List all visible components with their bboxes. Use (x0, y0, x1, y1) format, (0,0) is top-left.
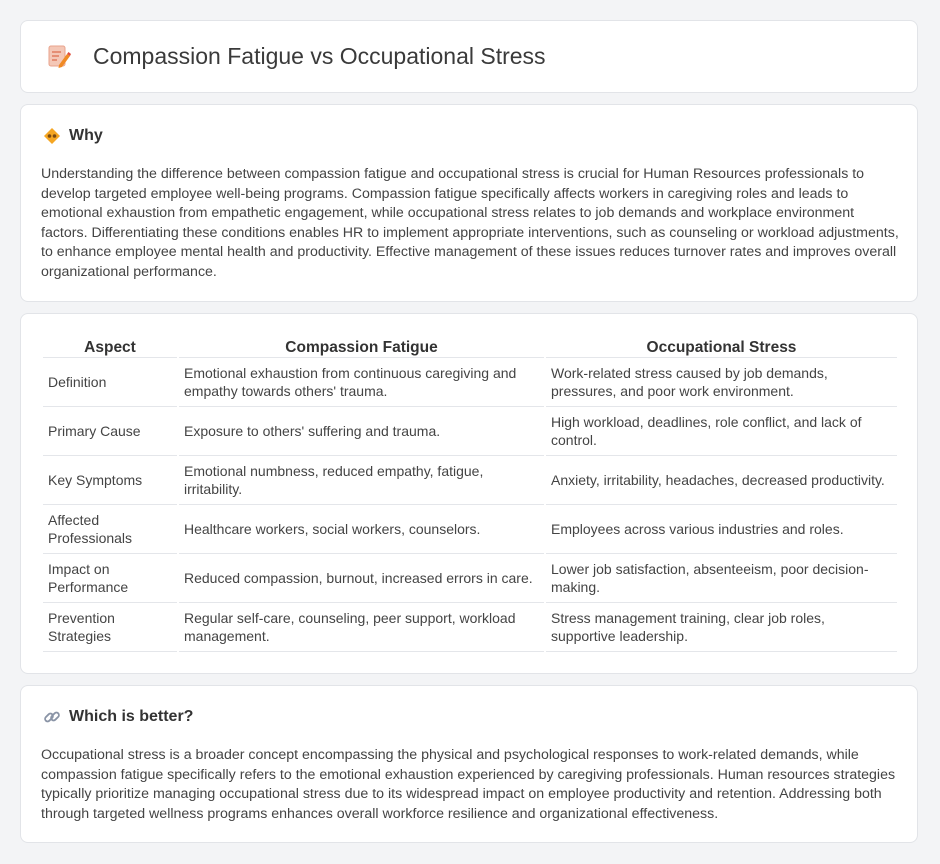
table-row (43, 554, 897, 603)
header-occupational-stress: Occupational Stress (546, 336, 897, 358)
aspect-cell: Impact on Performance (43, 554, 177, 603)
header-compassion-fatigue: Compassion Fatigue (179, 336, 544, 358)
title-row (47, 43, 546, 70)
table-row (43, 603, 897, 652)
compassion-fatigue-cell: Exposure to others' suffering and trauma. (179, 407, 544, 456)
better-heading-row (43, 708, 193, 726)
why-text: Understanding the difference between compassion fatigue and occupational stress is crucial for Human Resources professionals to develop targeted employee well-being programs. Compassion fatigue specifically affects workers in caregiving roles and leads to emotional exhaustion from empathetic engagement, while occupational stress relates to job demands and workplace environment factors. Differentiating these conditions enables HR to implement appropriate interventions, such as counseling or workload adjustments, to enhance employee mental health and productivity. Effective management of these issues reduces turnover rates and improves overall organizational performance. (41, 166, 899, 280)
page-title: Compassion Fatigue vs Occupational Stress (93, 43, 546, 69)
aspect-cell: Key Symptoms (43, 456, 177, 505)
compassion-fatigue-cell: Emotional exhaustion from continuous caregiving and empathy towards others' trauma. (179, 358, 544, 407)
compassion-fatigue-cell: Healthcare workers, social workers, counselors. (179, 505, 544, 554)
header-aspect: Aspect (43, 336, 177, 358)
occupational-stress-cell: High workload, deadlines, role conflict, and lack of control. (546, 407, 897, 456)
aspect-cell: Affected Professionals (43, 505, 177, 554)
occupational-stress-cell: Stress management training, clear job roles, supportive leadership. (546, 603, 897, 652)
why-section (20, 104, 918, 302)
why-heading: Why (69, 127, 103, 144)
occupational-stress-cell: Lower job satisfaction, absenteeism, poor decision-making. (546, 554, 897, 603)
occupational-stress-cell: Anxiety, irritability, headaches, decreased productivity. (546, 456, 897, 505)
aspect-cell: Prevention Strategies (43, 603, 177, 652)
occupational-stress-cell: Employees across various industries and roles. (546, 505, 897, 554)
better-text: Occupational stress is a broader concept encompassing the physical and psychological responses to work-related demands, while compassion fatigue specifically refers to the emotional exhaustion experienced by caregiving professionals. Human resources strategies typically prioritize managing occupational stress due to its widespread impact on employee productivity and retention. Addressing both through targeted wellness programs enhances overall workforce resilience and organizational effectiveness. (41, 747, 896, 822)
comparison-table (41, 336, 899, 652)
compassion-fatigue-cell: Reduced compassion, burnout, increased errors in care. (179, 554, 544, 603)
why-heading-row (43, 127, 103, 145)
compassion-fatigue-cell: Regular self-care, counseling, peer support, workload management. (179, 603, 544, 652)
aspect-cell: Definition (43, 358, 177, 407)
better-heading: Which is better? (69, 708, 194, 725)
occupational-stress-cell: Work-related stress caused by job demands, pressures, and poor work environment. (546, 358, 897, 407)
comparison-section (20, 313, 918, 674)
table-row (43, 358, 897, 407)
aspect-cell: Primary Cause (43, 407, 177, 456)
table-row (43, 505, 897, 554)
title-card (20, 20, 918, 93)
compassion-fatigue-cell: Emotional numbness, reduced empathy, fatigue, irritability. (179, 456, 544, 505)
which-is-better-section (20, 685, 918, 843)
table-row (43, 456, 897, 505)
table-header-row (43, 336, 897, 358)
table-row (43, 407, 897, 456)
link-icon (43, 708, 61, 726)
diamond-hands-icon (43, 127, 61, 145)
document-pencil-icon (47, 44, 71, 70)
